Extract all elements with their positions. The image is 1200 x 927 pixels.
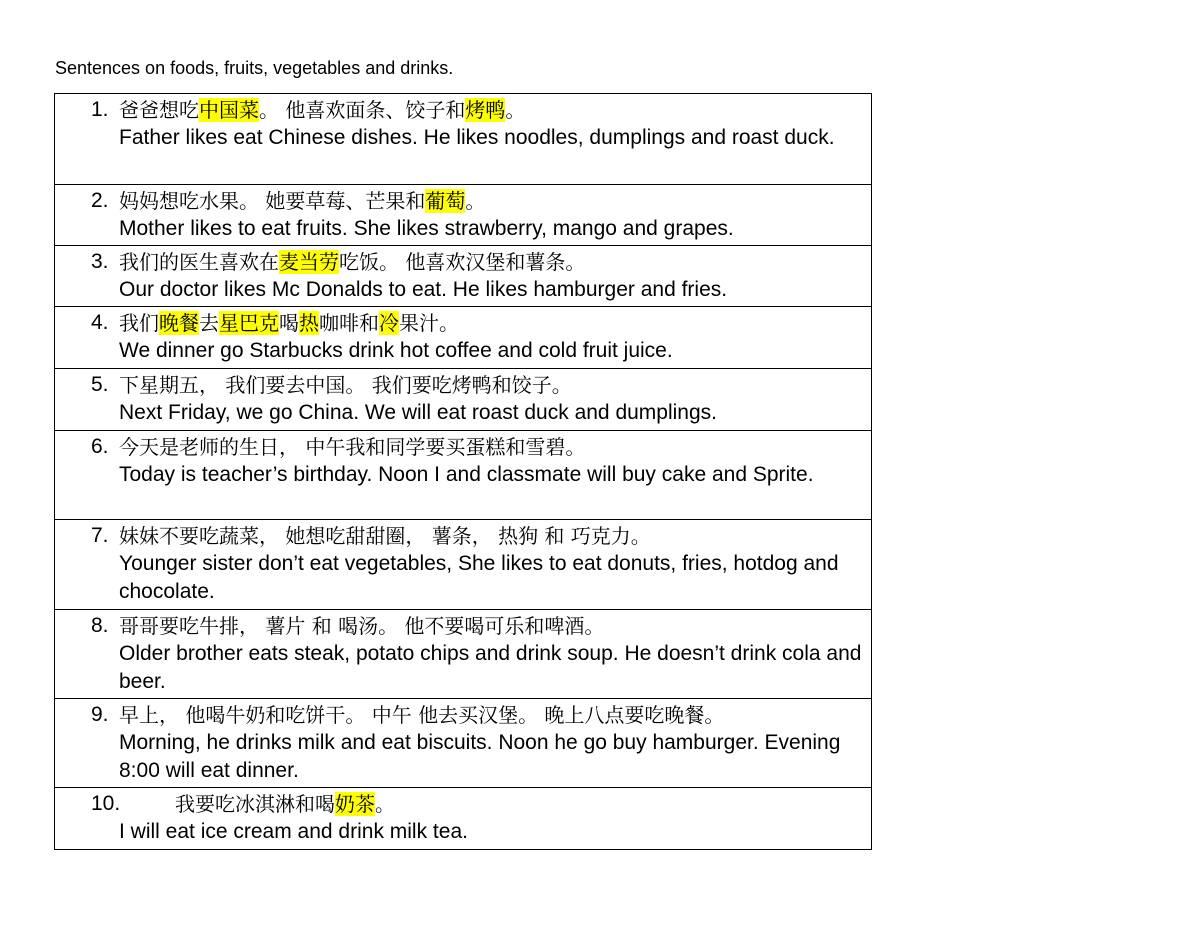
chinese-text: 果汁。 (399, 311, 459, 335)
english-translation: Older brother eats steak, potato chips and drink soup. He doesn’t drink cola and beer. (119, 642, 862, 693)
highlighted-phrase: 晚餐 (159, 311, 199, 335)
chinese-sentence (91, 520, 863, 550)
sentence-number: 2. (91, 189, 109, 212)
chinese-text: 喝 (279, 311, 299, 335)
chinese-sentence (91, 185, 863, 215)
sentence-number: 4. (91, 311, 109, 334)
chinese-sentence (91, 699, 863, 729)
highlighted-phrase: 烤鸭 (465, 98, 506, 122)
chinese-text: 我们 (119, 311, 159, 335)
highlighted-phrase: 葡萄 (425, 189, 466, 213)
chinese-text: 。 (465, 189, 486, 213)
sentence-number: 5. (91, 373, 109, 396)
sentence-number: 8. (91, 614, 109, 637)
chinese-text: 我要吃冰淇淋和喝 (175, 792, 335, 816)
english-translation: Younger sister don’t eat vegetables, She likes to eat donuts, fries, hotdog and chocolate. (119, 552, 839, 603)
chinese-text: 妈妈想吃水果。 她要草莓、芒果和 (119, 189, 426, 213)
sentence-row (55, 519, 871, 609)
sentence-number: 9. (91, 703, 109, 726)
sentence-row (55, 306, 871, 368)
chinese-text: 哥哥要吃牛排， 薯片 和 喝汤。 他不要喝可乐和啤酒。 (119, 614, 605, 638)
english-translation: Father likes eat Chinese dishes. He likes noodles, dumplings and roast duck. (119, 126, 835, 149)
highlighted-phrase: 麦当劳 (279, 250, 339, 274)
highlighted-phrase: 中国菜 (199, 98, 259, 122)
sentence-number: 10. (91, 792, 121, 815)
chinese-text: 咖啡和 (319, 311, 379, 335)
english-translation: We dinner go Starbucks drink hot coffee and cold fruit juice. (119, 339, 673, 362)
sentence-number: 3. (91, 250, 109, 273)
sentence-row (55, 787, 871, 849)
chinese-text: 早上， 他喝牛奶和吃饼干。 中午 他去买汉堡。 晚上八点要吃晚餐。 (119, 703, 725, 727)
chinese-sentence (91, 788, 863, 818)
highlighted-phrase: 奶茶 (335, 792, 375, 816)
sentence-number: 1. (91, 98, 109, 121)
english-translation: Today is teacher’s birthday. Noon I and classmate will buy cake and Sprite. (119, 463, 814, 486)
sentence-row (55, 184, 871, 245)
chinese-text: 。 (505, 98, 526, 122)
english-translation: Mother likes to eat fruits. She likes strawberry, mango and grapes. (119, 217, 734, 240)
chinese-text: 妹妹不要吃蔬菜， 她想吃甜甜圈， 薯条， 热狗 和 巧克力。 (119, 524, 651, 548)
chinese-text: 。 他喜欢面条、饺子和 (259, 98, 466, 122)
chinese-sentence (91, 369, 863, 399)
chinese-sentence (91, 246, 863, 276)
english-translation: I will eat ice cream and drink milk tea. (119, 820, 468, 843)
sentence-row (55, 94, 871, 184)
sentence-row (55, 609, 871, 698)
highlighted-phrase: 星巴克 (219, 311, 279, 335)
chinese-text: 去 (199, 311, 219, 335)
sentence-number: 7. (91, 524, 109, 547)
chinese-text: 下星期五， 我们要去中国。 我们要吃烤鸭和饺子。 (119, 373, 572, 397)
chinese-sentence (91, 307, 863, 337)
sentence-row (55, 368, 871, 430)
english-translation: Our doctor likes Mc Donalds to eat. He likes hamburger and fries. (119, 278, 728, 301)
page-title: Sentences on foods, fruits, vegetables and drinks. (55, 58, 454, 78)
highlighted-phrase: 冷 (379, 311, 399, 335)
sentence-table (54, 93, 872, 850)
chinese-text: 我们的医生喜欢在 (119, 250, 279, 274)
sentence-number: 6. (91, 435, 109, 458)
english-translation: Morning, he drinks milk and eat biscuits. Noon he go buy hamburger. Evening 8:00 will eat dinner. (119, 731, 841, 782)
sentence-row (55, 245, 871, 306)
chinese-sentence (91, 94, 863, 124)
english-translation: Next Friday, we go China. We will eat roast duck and dumplings. (119, 401, 717, 424)
highlighted-phrase: 热 (299, 311, 319, 335)
chinese-text: 吃饭。 他喜欢汉堡和薯条。 (339, 250, 586, 274)
chinese-text: 今天是老师的生日， 中午我和同学要买蛋糕和雪碧。 (119, 435, 586, 459)
chinese-sentence (91, 610, 863, 640)
chinese-text: 爸爸想吃 (119, 98, 199, 122)
sentence-row (55, 430, 871, 519)
sentence-row (55, 698, 871, 787)
chinese-sentence (91, 431, 863, 461)
chinese-text: 。 (375, 792, 395, 816)
